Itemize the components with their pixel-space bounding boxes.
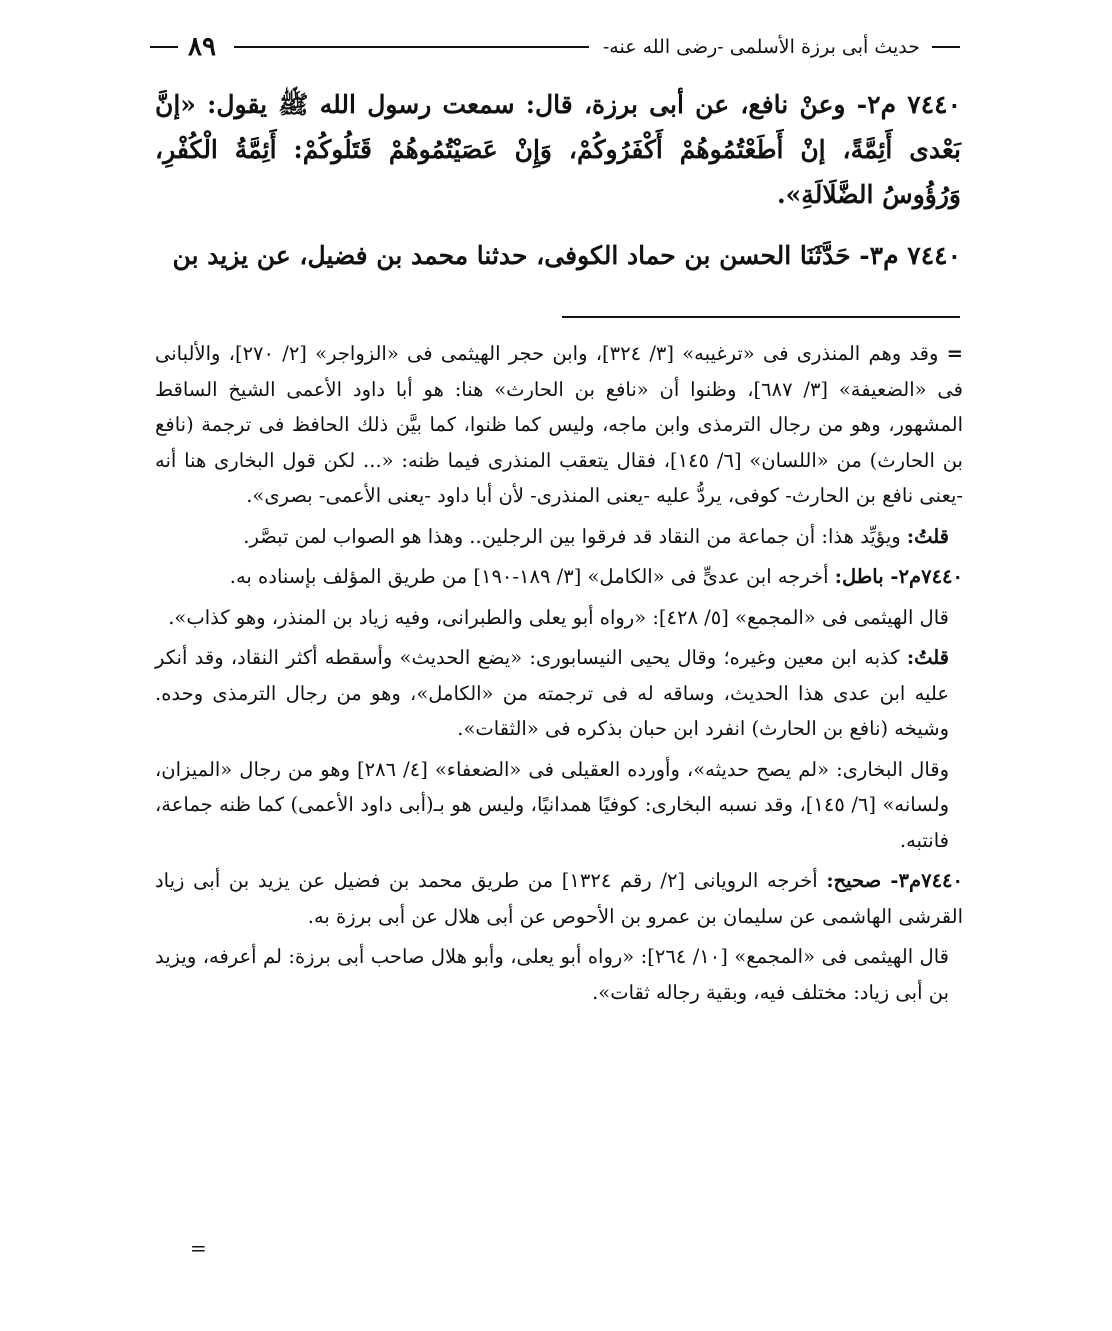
- hadith-text: وعنْ نافع، عن أبى برزة، قال: سمعت رسول الله ﷺ يقول: «إنَّ بَعْدى أَئِمَّةً، إنْ أَطَعْتُمُوهُمْ أَكْفَرُوكُمْ، وَإِنْ عَصَيْتُمُوهُمْ قَتَلُوكُمْ: أَئِمَّةُ الْكُفْرِ، وَرُؤُوسُ الضَّلَالَةِ».: [155, 90, 961, 209]
- continuation-mark: =: [946, 342, 963, 365]
- running-header: [150, 30, 960, 64]
- footnote-lead: ٧٤٤٠م٣- صحيح:: [826, 869, 963, 892]
- header-dash: [150, 46, 178, 48]
- footnote-lead: ٧٤٤٠م٢- باطل:: [834, 565, 963, 588]
- footnote-paragraph: [155, 863, 963, 934]
- hadith-number: ٧٤٤٠ م٢-: [856, 90, 961, 119]
- footnote-paragraph: [155, 559, 963, 595]
- footnotes: [155, 336, 963, 1015]
- hadith-7440-m2: [155, 82, 961, 217]
- continuation-mark-bottom: =: [190, 1236, 207, 1260]
- footnote-text: ويؤيِّد هذا: أن جماعة من النقاد قد فرقوا بين الرجلين.. وهذا هو الصواب لمن تبصَّر.: [243, 524, 901, 548]
- footnote-separator: [562, 316, 960, 318]
- header-rule: [234, 46, 589, 48]
- footnote-lead: قلتُ:: [906, 646, 949, 669]
- header-title: حديث أبى برزة الأسلمى -رضى الله عنه-: [602, 36, 920, 58]
- footnote-paragraph: [155, 336, 963, 514]
- header-dash: [932, 46, 960, 48]
- footnote-text: أخرجه ابن عدىٍّ فى «الكامل» [٣/ ١٨٩-١٩٠] من طريق المؤلف بإسناده به.: [229, 565, 829, 588]
- hadith-number: ٧٤٤٠ م٣-: [859, 241, 961, 270]
- hadith-7440-m3: [155, 233, 961, 278]
- main-text: [155, 82, 961, 294]
- footnote-paragraph: قال الهيثمى فى «المجمع» [٥/ ٤٢٨]: «رواه أبو يعلى والطبرانى، وفيه زياد بن المنذر، وهو كذاب».: [168, 605, 949, 629]
- footnote-paragraph: [155, 519, 963, 555]
- footnote-paragraph: قال الهيثمى فى «المجمع» [١٠/ ٢٦٤]: «رواه أبو يعلى، وأبو هلال صاحب أبى برزة: لم أعرفه، ويزيد بن أبى زياد: مختلف فيه، وبقية رجاله ثقات».: [155, 945, 949, 1004]
- footnote-text: كذبه ابن معين وغيره؛ وقال يحيى النيسابورى: «يضع الحديث» وأسقطه أكثر النقاد، وقد أنكر عليه ابن عدى هذا الحديث، وساقه له فى ترجمته من «الكامل»، وهو من رجال الترمذى وحده. وشيخه (نافع بن الحارث) انفرد ابن حبان بذكره فى «الثقات».: [155, 646, 949, 740]
- footnote-lead: قلتُ:: [906, 524, 949, 548]
- footnote-paragraph: [155, 640, 963, 747]
- footnote-text: أخرجه الرويانى [٢/ رقم ١٣٢٤] من طريق محمد بن فضيل عن يزيد بن أبى زياد القرشى الهاشمى عن سليمان بن عمرو بن الأحوص عن أبى هلال عن أبى برزة به.: [155, 869, 963, 928]
- page-number: ٨٩: [188, 32, 216, 62]
- hadith-text: حَدَّثَنَا الحسن بن حماد الكوفى، حدثنا محمد بن فضيل، عن يزيد بن: [172, 241, 851, 270]
- footnote-paragraph: وقال البخارى: «لم يصح حديثه»، وأورده العقيلى فى «الضعفاء» [٤/ ٢٨٦] وهو من رجال «الميزان، ولسانه» [٦/ ١٤٥]، وقد نسبه البخارى: كوفيًا همدانيًا، وليس هو بـ(أبى داود الأعمى) كما ظنه جماعة، فانتبه.: [155, 757, 949, 852]
- footnote-text: وقد وهم المنذرى فى «ترغيبه» [٣/ ٣٢٤]، وابن حجر الهيثمى فى «الزواجر» [٢/ ٢٧٠]، والألبانى فى «الضعيفة» [٣/ ٦٨٧]، وظنوا أن «نافع بن الحارث» هنا: هو أبا داود الأعمى الشيخ الساقط المشهور، وهو من رجال الترمذى وابن ماجه، وليس كما ظنوا، كما بيَّن ذلك الحافظ فى ترجمة (نافع بن الحارث) من «اللسان» [٦/ ١٤٥]، فقال يتعقب المنذرى فيما ظنه: «... لكن قول البخارى هنا أنه -يعنى نافع بن الحارث- كوفى، يردُّ عليه -يعنى المنذرى- لأن أبا داود -يعنى الأعمى- بصرى».: [155, 342, 963, 507]
